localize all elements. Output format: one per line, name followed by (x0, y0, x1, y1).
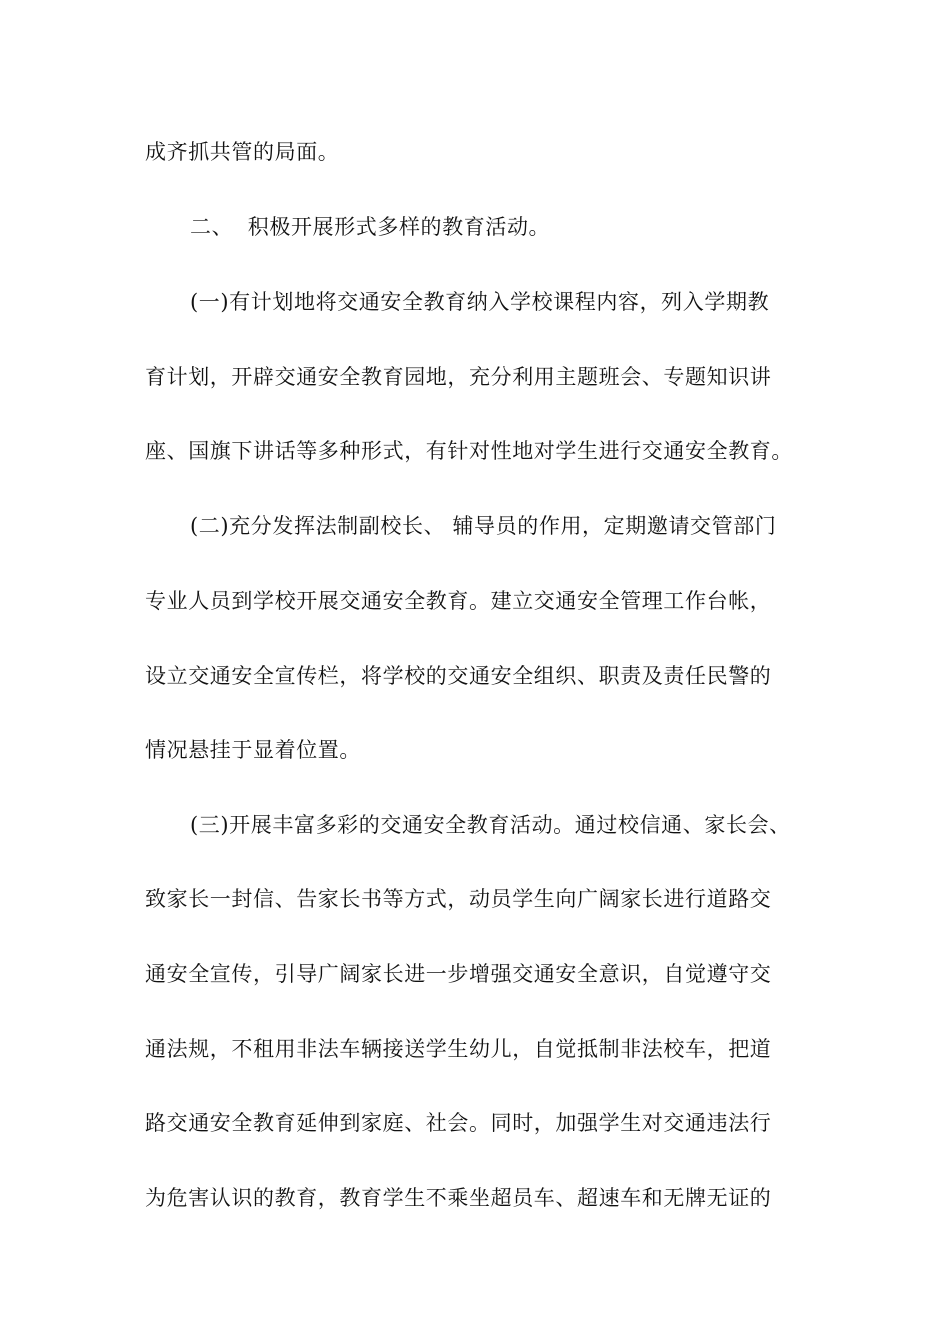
text-line: 通安全宣传，引导广阔家长进一步增强交通安全意识，自觉遵守交 (145, 962, 772, 986)
text-line: (三)开展丰富多彩的交通安全教育活动。通过校信通、家长会、 (190, 813, 791, 837)
text-line: 为危害认识的教育，教育学生不乘坐超员车、超速车和无牌无证的 (145, 1186, 772, 1210)
text-line: 路交通安全教育延伸到家庭、社会。同时，加强学生对交通违法行 (145, 1111, 772, 1135)
text-line: 情况悬挂于显着位置。 (145, 738, 361, 762)
text-line: 通法规，不租用非法车辆接送学生幼儿，自觉抵制非法校车，把道 (145, 1037, 772, 1061)
text-line: (二)充分发挥法制副校长、 辅导员的作用，定期邀请交管部门 (190, 514, 777, 538)
text-line: 设立交通安全宣传栏，将学校的交通安全组织、职责及责任民警的 (145, 664, 772, 688)
text-line: 专业人员到学校开展交通安全教育。建立交通安全管理工作台帐， (145, 589, 772, 613)
text-line: (一)有计划地将交通安全教育纳入学校课程内容，列入学期教 (190, 290, 770, 314)
section-heading: 二、 积极开展形式多样的教育活动。 (190, 215, 551, 239)
text-line: 座、国旗下讲话等多种形式，有针对性地对学生进行交通安全教育。 (145, 439, 793, 463)
text-line: 育计划，开辟交通安全教育园地，充分利用主题班会、专题知识讲 (145, 365, 772, 389)
text-line: 致家长一封信、告家长书等方式，动员学生向广阔家长进行道路交 (145, 887, 772, 911)
text-line: 成齐抓共管的局面。 (145, 140, 340, 164)
